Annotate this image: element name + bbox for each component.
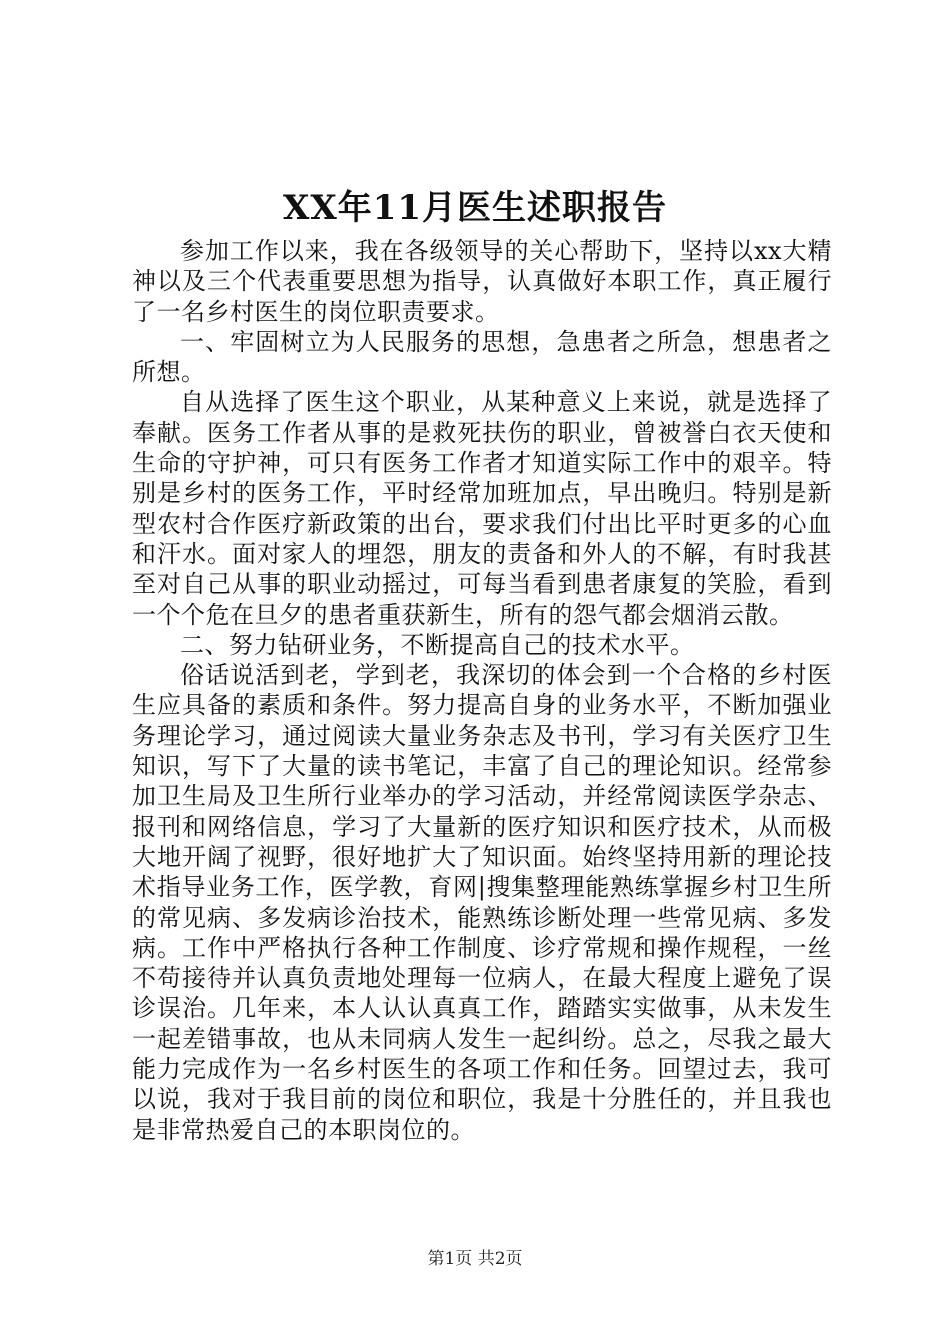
page-number-footer: 第1页 共2页 — [427, 1249, 523, 1269]
section-heading-1: 一、牢固树立为人民服务的思想，急患者之所急，想患者之所想。 — [132, 327, 832, 387]
paragraph-section-2: 俗话说活到老，学到老，我深切的体会到一个合格的乡村医生应具备的素质和条件。努力提高自身的业务水平，不断加强业务理论学习，通过阅读大量业务杂志及书刊，学习有关医疗卫生知识，写下了大量的读书笔记，丰富了自己的理论知识。经常参加卫生局及卫生所行业举办的学习活动，并经常阅读医学杂志、报刊和网络信息，学习了大量新的医疗知识和医疗技术，从而极大地开阔了视野，很好地扩大了知识面。始终坚持用新的理论技术指导业务工作，医学教，育网|搜集整理能熟练掌握乡村卫生所的常见病、多发病诊治技术，能熟练诊断处理一些常见病、多发病。工作中严格执行各种工作制度、诊疗常规和操作规程，一丝不苟接待并认真负责地处理每一位病人，在最大程度上避免了误诊误治。几年来，本人认认真真工作，踏踏实实做事，从未发生一起差错事故，也从未同病人发生一起纠纷。总之，尽我之最大能力完成作为一名乡村医生的各项工作和任务。回望过去，我可以说，我对于我目前的岗位和职位，我是十分胜任的，并且我也是非常热爱自己的本职岗位的。 — [132, 661, 832, 1144]
paragraph-intro: 参加工作以来，我在各级领导的关心帮助下，坚持以xx大精神以及三个代表重要思想为指导，认真做好本职工作，真正履行了一名乡村医生的岗位职责要求。 — [132, 237, 832, 326]
document-body — [132, 236, 832, 1145]
document-title: XX年11月医生述职报告 — [282, 188, 668, 228]
section-heading-2: 二、努力钻研业务，不断提高自己的技术水平。 — [180, 630, 695, 659]
paragraph-section-1: 自从选择了医生这个职业，从某种意义上来说，就是选择了奉献。医务工作者从事的是救死扶伤的职业，曾被誉白衣天使和生命的守护神，可只有医务工作者才知道实际工作中的艰辛。特别是乡村的医务工作，平时经常加班加点，早出晚归。特别是新型农村合作医疗新政策的出台，要求我们付出比平时更多的心血和汗水。面对家人的埋怨，朋友的责备和外人的不解，有时我甚至对自己从事的职业动摇过，可每当看到患者康复的笑脸，看到一个个危在旦夕的患者重获新生，所有的怨气都会烟消云散。 — [132, 388, 832, 629]
